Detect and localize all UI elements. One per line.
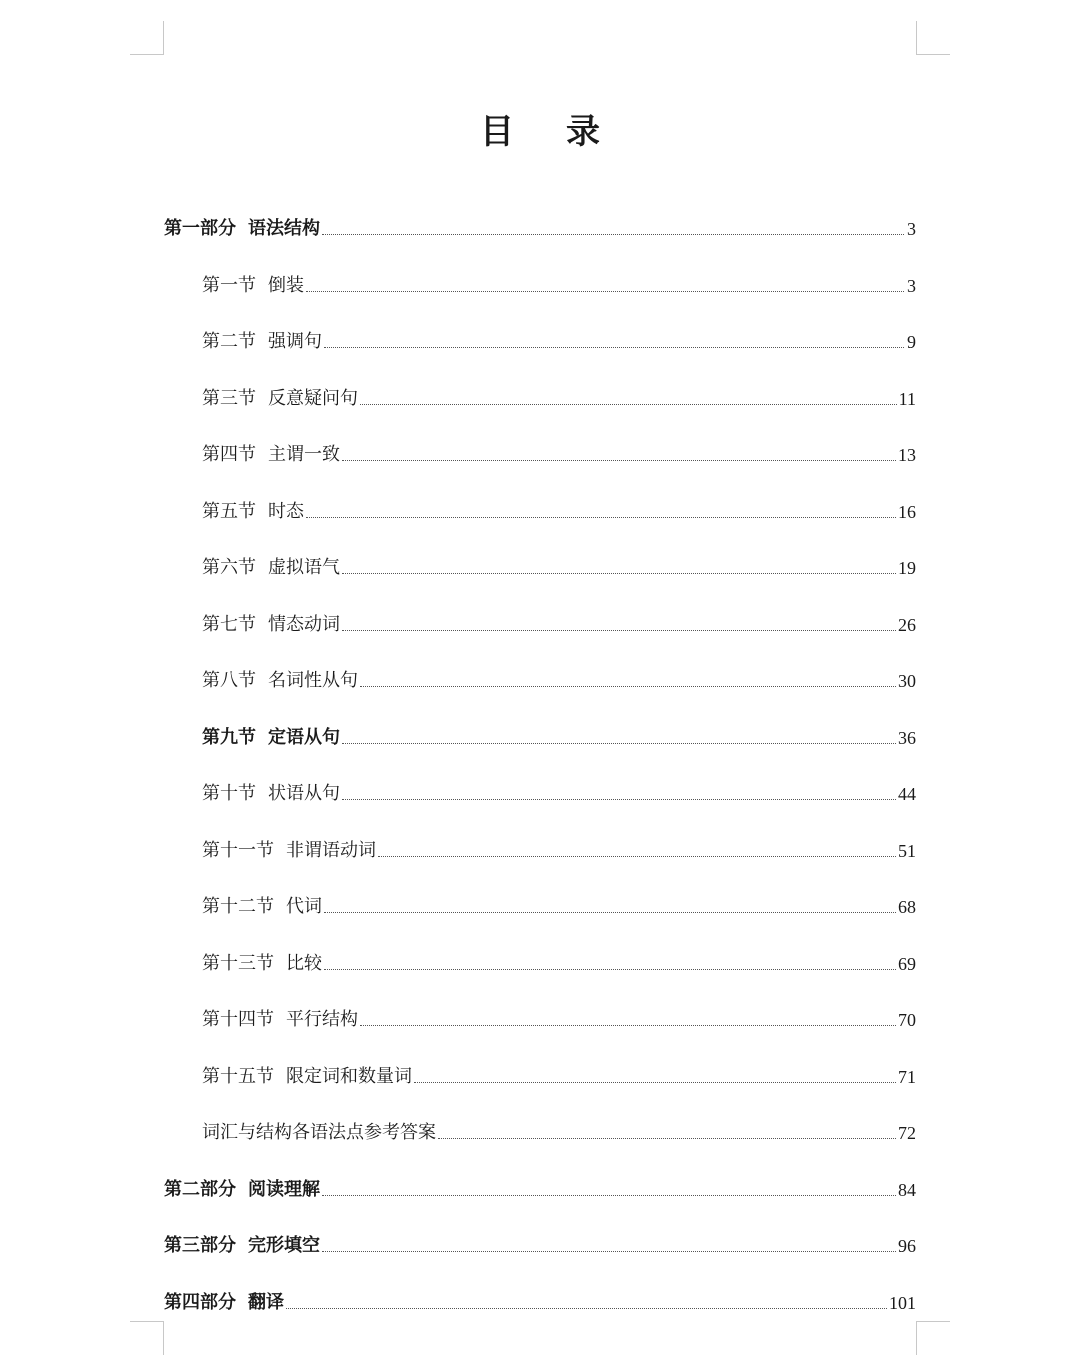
toc-entry-number: 第十一节: [202, 839, 274, 861]
dot-leader: [342, 459, 896, 461]
toc-entry-number: 第九节: [202, 726, 256, 748]
toc-page-number: 71: [898, 1066, 916, 1087]
crop-mark: [916, 54, 950, 55]
dot-leader: [414, 1081, 896, 1083]
crop-mark: [130, 1321, 164, 1322]
toc-entry-title: 倒装: [268, 274, 304, 296]
toc-section-entry[interactable]: [202, 495, 916, 523]
toc-part-entry[interactable]: [164, 1173, 916, 1201]
toc-entry-title: 代词: [286, 896, 322, 917]
toc-part-entry[interactable]: [164, 212, 916, 240]
toc-entry-number: 第十二节: [202, 896, 274, 917]
toc-entry-title: 状语从句: [268, 783, 340, 804]
crop-mark: [163, 1321, 164, 1355]
toc-page-number: 84: [898, 1179, 916, 1200]
toc-section-entry[interactable]: [202, 777, 916, 805]
crop-mark: [163, 21, 164, 55]
title-char-2: 录: [566, 112, 600, 152]
toc-page-number: 30: [898, 671, 916, 691]
toc-page-number: 69: [898, 953, 916, 974]
toc-page-number: 44: [898, 784, 916, 804]
toc-entry-title: 阅读理解: [248, 1178, 320, 1200]
toc-entry-number: 第八节: [202, 670, 256, 691]
toc-page-number: 3: [907, 219, 916, 239]
toc-entry-title: 名词性从句: [268, 670, 358, 691]
toc-page-number: 70: [898, 1010, 916, 1030]
toc-section-entry[interactable]: [202, 269, 916, 297]
dot-leader: [306, 516, 896, 518]
dot-leader: [378, 855, 896, 857]
toc-entry-title: 非谓语动词: [286, 839, 376, 861]
dot-leader: [342, 798, 896, 800]
toc-entry-number: 第十五节: [202, 1065, 274, 1087]
dot-leader: [322, 233, 904, 235]
crop-mark: [916, 1321, 917, 1355]
toc-entry-title: 词汇与结构各语法点参考答案: [202, 1122, 436, 1143]
toc-section-entry[interactable]: [202, 325, 916, 353]
toc-page-number: 19: [898, 558, 916, 578]
toc-entry-number: 第十四节: [202, 1009, 274, 1030]
toc-entry-title: 反意疑问句: [268, 387, 358, 409]
crop-mark: [916, 1321, 950, 1322]
toc-entry-number: 第四节: [202, 444, 256, 465]
toc-section-entry[interactable]: [202, 1060, 916, 1088]
dot-leader: [324, 968, 896, 970]
toc-entry-number: 第三部分: [164, 1235, 236, 1256]
toc-section-entry[interactable]: [202, 947, 916, 975]
toc-entry-title: 平行结构: [286, 1009, 358, 1030]
dot-leader: [360, 1024, 896, 1026]
toc-page-number: 11: [898, 388, 916, 409]
toc-page-number: 16: [898, 501, 916, 522]
dot-leader: [342, 629, 896, 631]
dot-leader: [322, 1250, 896, 1252]
toc-entry-title: 语法结构: [248, 218, 320, 239]
toc-section-entry[interactable]: [202, 608, 916, 636]
toc-page-number: 26: [898, 614, 916, 635]
dot-leader: [360, 403, 897, 405]
toc-entry-number: 第二部分: [164, 1178, 236, 1200]
toc-entry-number: 第十三节: [202, 952, 274, 974]
toc-section-entry[interactable]: [202, 551, 916, 579]
toc-entry-title: 时态: [268, 500, 304, 522]
toc-entry-title: 完形填空: [248, 1235, 320, 1256]
toc-section-entry[interactable]: [202, 438, 916, 466]
toc-part-entry[interactable]: [164, 1286, 916, 1314]
dot-leader: [342, 572, 896, 574]
crop-mark: [916, 21, 917, 55]
dot-leader: [360, 685, 896, 687]
toc-section-entry[interactable]: [202, 382, 916, 410]
toc-entry-title: 虚拟语气: [268, 557, 340, 578]
toc-page-number: 13: [898, 445, 916, 465]
toc-entry-number: 第一节: [202, 274, 256, 296]
toc-section-entry[interactable]: [202, 1003, 916, 1031]
dot-leader: [306, 290, 904, 292]
toc-page-number: 96: [898, 1236, 916, 1256]
toc-section-entry[interactable]: [202, 834, 916, 862]
toc-entry-title: 情态动词: [268, 613, 340, 635]
toc-section-entry[interactable]: [202, 890, 916, 918]
toc-entry-number: 第四部分: [164, 1291, 236, 1313]
toc-entry-title: 定语从句: [268, 726, 340, 748]
title-char-1: 目: [480, 112, 514, 152]
toc-section-entry[interactable]: [202, 1116, 916, 1144]
toc-part-entry[interactable]: [164, 1229, 916, 1257]
toc-entry-number: 第二节: [202, 331, 256, 352]
dot-leader: [342, 742, 896, 744]
toc-page-number: 101: [889, 1292, 916, 1313]
toc-section-entry[interactable]: [202, 664, 916, 692]
toc-page-number: 72: [898, 1123, 916, 1143]
toc-section-entry[interactable]: [202, 721, 916, 749]
page-title: [0, 104, 1080, 153]
toc-entry-title: 强调句: [268, 331, 322, 352]
toc-entry-number: 第三节: [202, 387, 256, 409]
crop-mark: [130, 54, 164, 55]
dot-leader: [324, 346, 904, 348]
dot-leader: [438, 1137, 896, 1139]
dot-leader: [324, 911, 896, 913]
toc-entry-number: 第一部分: [164, 218, 236, 239]
toc-entry-title: 翻译: [248, 1291, 284, 1313]
toc-page-number: 51: [898, 840, 916, 861]
toc-entry-title: 比较: [286, 952, 322, 974]
toc-entry-title: 主谓一致: [268, 444, 340, 465]
dot-leader: [322, 1194, 896, 1196]
toc-entry-number: 第十节: [202, 783, 256, 804]
toc-entry-number: 第七节: [202, 613, 256, 635]
toc-entry-number: 第六节: [202, 557, 256, 578]
toc-page-number: 36: [898, 727, 916, 748]
toc-page-number: 9: [907, 332, 916, 352]
toc-entry-title: 限定词和数量词: [286, 1065, 412, 1087]
toc-entry-number: 第五节: [202, 500, 256, 522]
toc-page-number: 3: [907, 275, 916, 296]
dot-leader: [286, 1307, 887, 1309]
toc-page-number: 68: [898, 897, 916, 917]
